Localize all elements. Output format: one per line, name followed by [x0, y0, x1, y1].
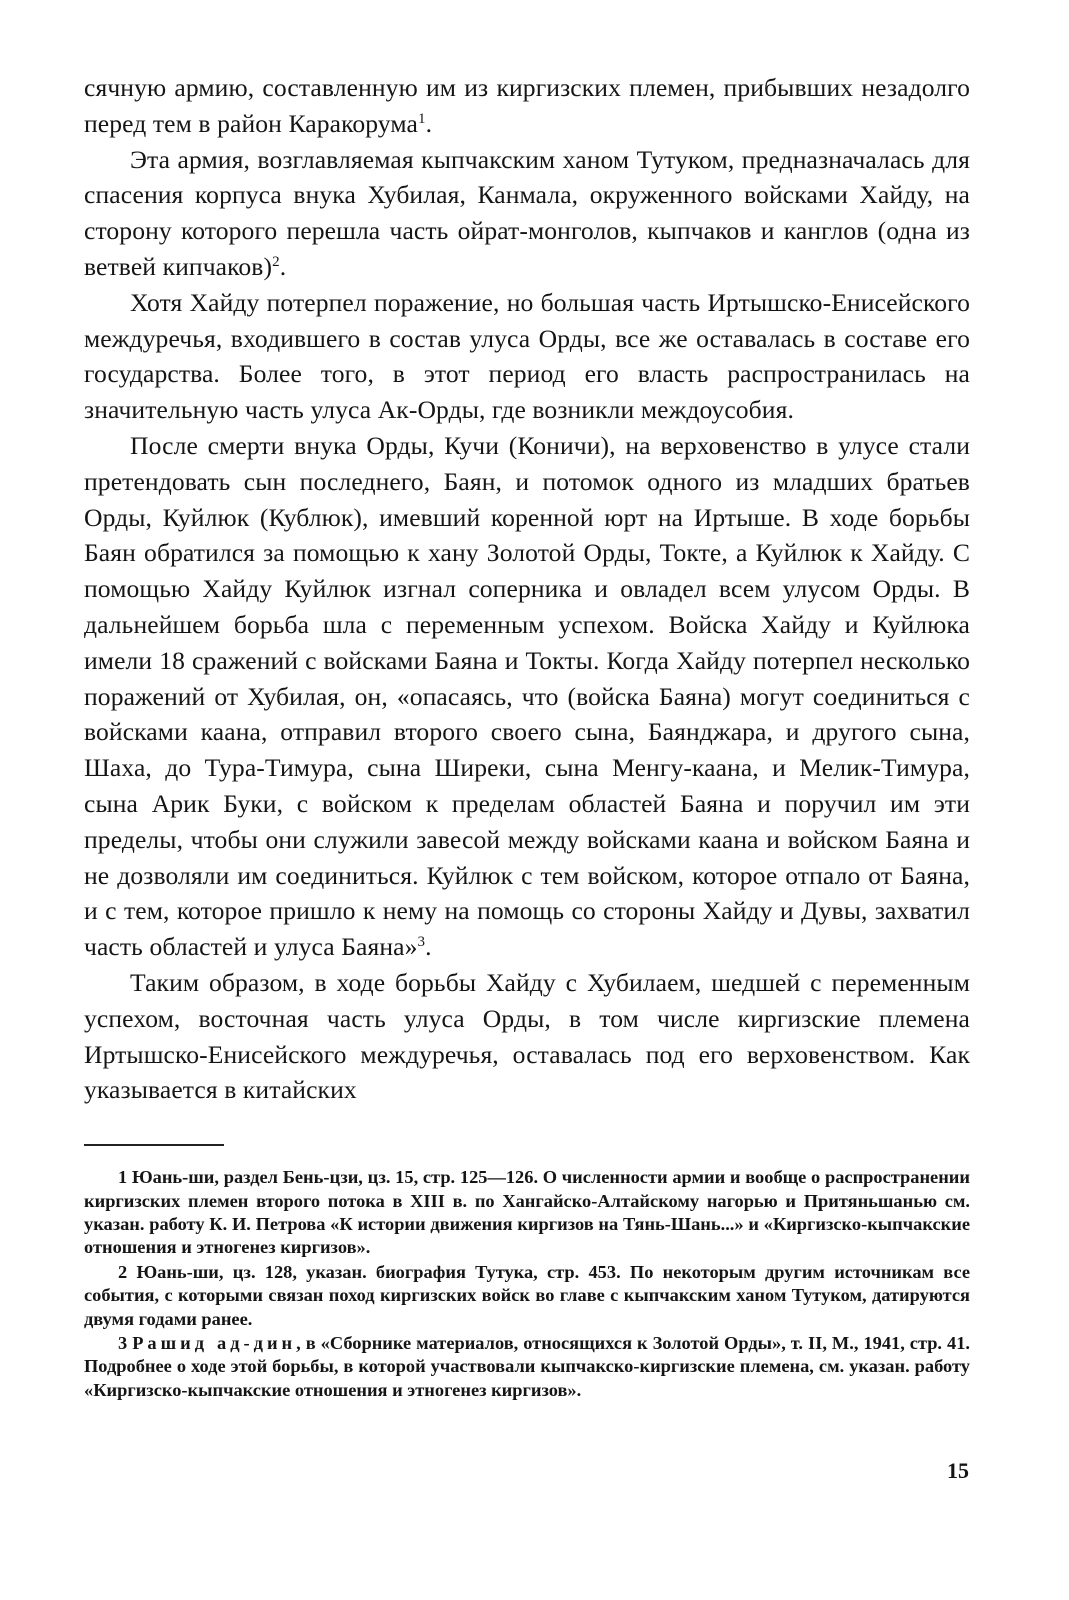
footnote-2: [84, 1261, 970, 1331]
footnote-3: [84, 1332, 970, 1402]
main-text: [84, 70, 970, 1108]
page-number: 15: [947, 1458, 969, 1483]
paragraph-1-text: сячную армию, составленную им из киргизских племен, прибывших незадолго перед тем в район Каракорума: [84, 73, 970, 138]
paragraph-4: [84, 428, 970, 965]
footnote-1-mark: 1: [118, 1167, 128, 1188]
footnotes: [84, 1166, 970, 1402]
paragraph-2-text: Эта армия, возглавляемая кыпчакским ханом Тутуком, предназначалась для спасения корпуса внука Хубилая, Канмала, окруженного войсками Хайду, на сторону которого перешла часть ойрат-монголов, кыпчаков и канглов (одна из ветвей кипчаков): [84, 144, 970, 281]
footnote-3-text: , в «Сборнике материалов, относящихся к Золотой Орды», т. II, М., 1941, стр. 41. Подробнее о ходе этой борьбы, в которой участвовали кыпчакско-киргизские племена, см. указан. работу «Киргизско-кыпчакские отношения и этногенез киргизов».: [84, 1332, 970, 1400]
footnote-2-text: Юань-ши, цз. 128, указан. биография Тутука, стр. 453. По некоторым другим источникам все события, с которыми связан поход киргизских войск во главе с кыпчакским ханом Тутуком, датируются двумя годами ранее.: [84, 1261, 970, 1329]
paragraph-4-end: .: [425, 932, 432, 962]
paragraph-2: [84, 142, 970, 285]
footnote-ref-2: 2: [272, 253, 280, 270]
footnote-ref-3: 3: [417, 934, 426, 951]
footnote-3-author: Рашид ад-дин: [132, 1332, 297, 1353]
footnote-1: [84, 1166, 970, 1260]
footnote-divider: [84, 1144, 224, 1146]
footnote-ref-1: 1: [417, 110, 426, 127]
footnote-3-mark: 3: [118, 1332, 128, 1353]
footnote-1-text: Юань-ши, раздел Бень-цзи, цз. 15, стр. 125—126. О численности армии и вообще о распространении киргизских племен второго потока в XIII в. по Хангайско-Алтайскому нагорью и Притяньшанью см. указан. работу К. И. Петрова «К истории движения киргизов на Тянь-Шань...» и «Киргизско-кыпчакские отношения и этногенез киргизов».: [84, 1167, 970, 1258]
paragraph-5: Таким образом, в ходе борьбы Хайду с Хубилаем, шедшей с переменным успехом, восточная часть улуса Орды, в том числе киргизские племена Иртышско-Енисейского междуречья, оставалась под его верховенством. Как указывается в китайских: [84, 967, 970, 1105]
paragraph-3: Хотя Хайду потерпел поражение, но большая часть Иртышско-Енисейского междуречья, входившего в состав улуса Орды, все же оставалась в составе его государства. Более того, в этот период его власть распространилась на значительную часть улуса Ак-Орды, где возникли междоусобия.: [84, 287, 970, 425]
paragraph-1-end: .: [425, 108, 433, 138]
paragraph-2-end: .: [279, 251, 287, 281]
paragraph-4-text: После смерти внука Орды, Кучи (Коничи), на верховенство в улусе стали претендовать сын последнего, Баян, и потомок одного из младших братьев Орды, Куйлюк (Кублюк), имевший коренной юрт на Иртыше. В ходе борьбы Баян обратился за помощью к хану Золотой Орды, Токте, а Куйлюк к Хайду. С помощью Хайду Куйлюк изгнал соперника и овладел всем улусом Орды. В дальнейшем борьба шла с переменным успехом. Войска Хайду и Куйлюка имели 18 сражений с войсками Баяна и Токты. Когда Хайду потерпел несколько поражений от Хубилая, он, «опасаясь, что (войска Баяна) могут соединиться с войсками каана, отправил второго своего сына, Баянджара, и другого сына, Шаха, до Тура-Тимура, сына Ширеки, сына Менгу-каана, и Мелик-Тимура, сына Арик Буки, с войском к пределам областей Баяна и поручил им эти пределы, чтобы они служили завесой между войсками каана и войском Баяна и не дозволяли им соединиться. Куйлюк с тем войском, которое отпало от Баяна, и с тем, которое пришло к нему на помощь со стороны Хайду и Дувы, захватил часть областей и улуса Баяна»: [84, 430, 970, 962]
footnote-2-mark: 2: [118, 1261, 128, 1282]
document-page: [84, 70, 970, 1403]
paragraph-1: [84, 70, 970, 142]
